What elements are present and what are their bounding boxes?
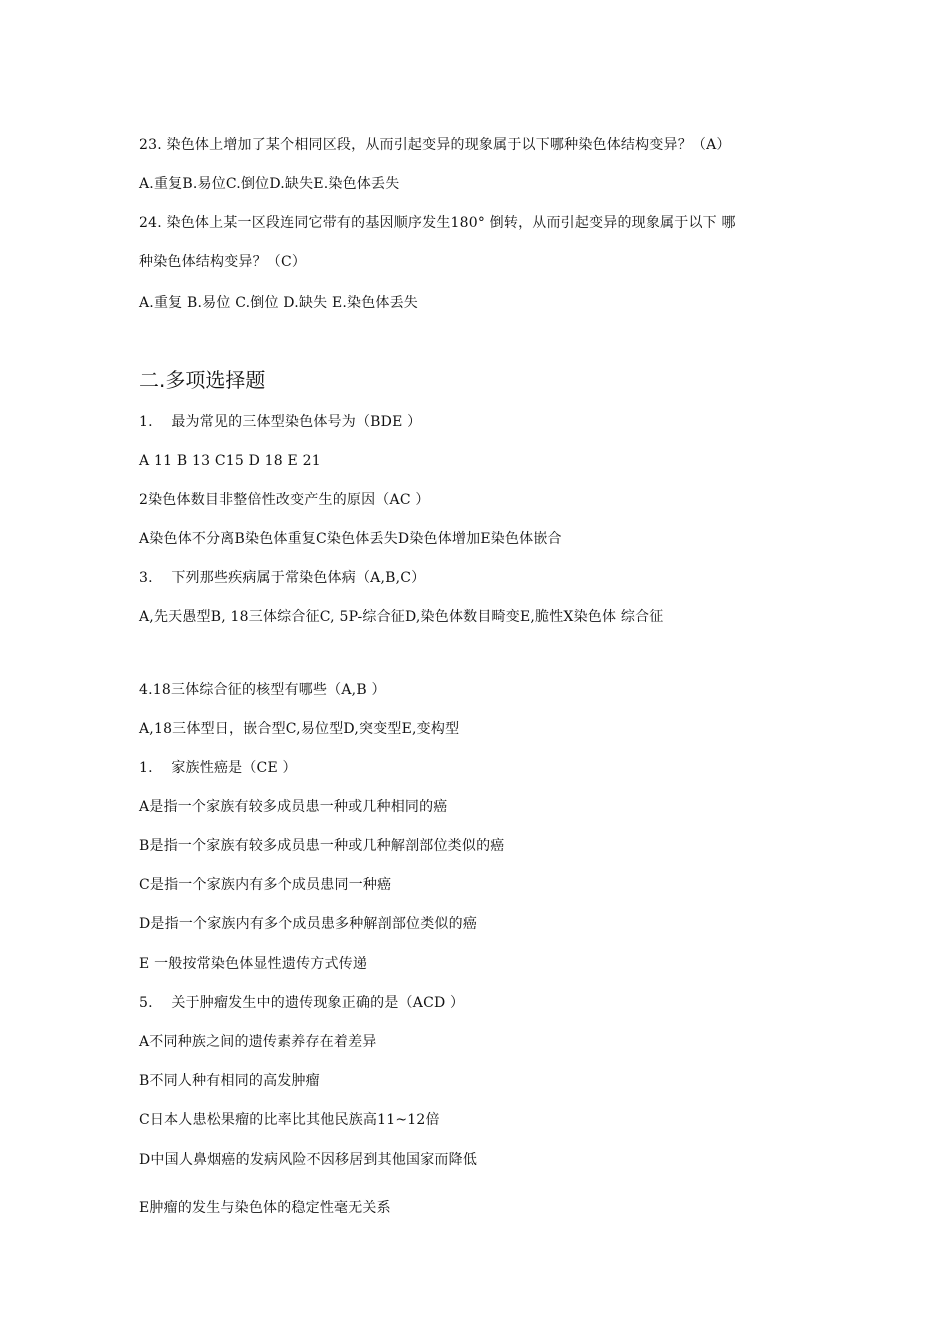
mc-question-2-options: A染色体不分离B染色体重复C染色体丢失D染色体增加E染色体嵌合 [139, 531, 562, 547]
question-5-option-c: C日本人患松果瘤的比率比其他民族高11~12倍 [139, 1112, 440, 1128]
mc-question-1-options: A 11 B 13 C15 D 18 E 21 [139, 453, 321, 469]
mc-question-3-options: A,先天愚型B, 18三体综合征C, 5P-综合征D,染色体数目畸变E,脆性X染色体 综合征 [139, 609, 664, 625]
familial-cancer-option-d: D是指一个家族内有多个成员患多种解剖部位类似的癌 [139, 916, 478, 932]
question-5-option-a: A不同种族之间的遗传素养存在着差异 [139, 1034, 377, 1050]
question-5-option-e: E肿瘤的发生与染色体的稳定性毫无关系 [139, 1200, 391, 1216]
mc-question-3: 3. 下列那些疾病属于常染色体病（A,B,C） [139, 570, 426, 586]
question-5-option-d: D中国人鼻烟癌的发病风险不因移居到其他国家而降低 [139, 1152, 478, 1168]
familial-cancer-option-a: A是指一个家族有较多成员患一种或几种相同的癌 [139, 799, 448, 815]
question-24: 24. 染色体上某一区段连同它带有的基因顺序发生180° 倒转，从而引起变异的现象属于以下 哪 [139, 215, 736, 231]
mc-question-4-options: A,18三体型日，嵌合型C,易位型D,突变型E,变构型 [139, 721, 460, 737]
question-23: 23. 染色体上增加了某个相同区段，从而引起变异的现象属于以下哪种染色体结构变异？（A） [139, 137, 731, 153]
mc-question-1: 1. 最为常见的三体型染色体号为（BDE ） [139, 414, 422, 430]
mc-question-familial-cancer: 1. 家族性癌是（CE ） [139, 760, 297, 776]
question-24-continued: 种染色体结构变异？（C） [139, 254, 307, 270]
mc-question-2: 2染色体数目非整倍性改变产生的原因（AC ） [139, 492, 430, 508]
familial-cancer-option-b: B是指一个家族有较多成员患一种或几种解剖部位类似的癌 [139, 838, 505, 854]
question-24-options: A.重复 B.易位 C.倒位 D.缺失 E.染色体丢失 [139, 295, 419, 311]
familial-cancer-option-e: E 一般按常染色体显性遗传方式传递 [139, 956, 368, 972]
familial-cancer-option-c: C是指一个家族内有多个成员患同一种癌 [139, 877, 392, 893]
mc-question-5: 5. 关于肿瘤发生中的遗传现象正确的是（ACD ） [139, 995, 465, 1011]
section-heading-multiple-choice: 二.多项选择题 [139, 368, 266, 392]
question-23-options: A.重复B.易位C.倒位D.缺失E.染色体丢失 [139, 176, 400, 192]
question-5-option-b: B不同人种有相同的高发肿瘤 [139, 1073, 320, 1089]
mc-question-4: 4.18三体综合征的核型有哪些（A,B ） [139, 682, 386, 698]
